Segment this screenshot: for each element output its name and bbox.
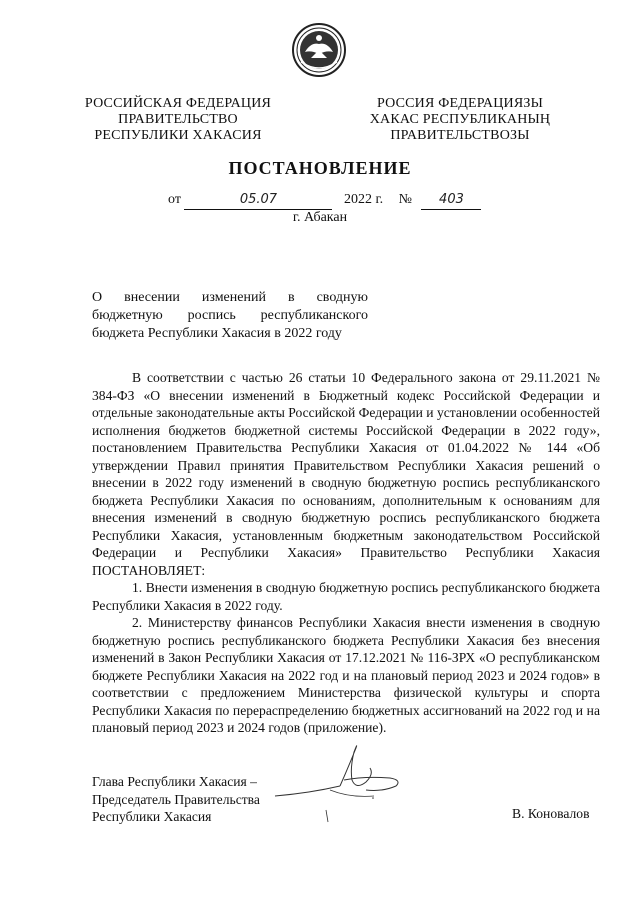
subject-line: бюджетную роспись республиканского	[92, 308, 368, 323]
body-paragraph: В соответствии с частью 26 статьи 10 Федерального закона от 29.11.2021 № 384-ФЗ «О внесении изменений в Бюджетный кодекс Российской Федерации и отдельные законодательные акты Российской Федерации и установлении особенностей исполнения бюджетов бюджетной системы Российской Федерации в 2022 году», постановлением Правительства Республики Хакасия от 01.04.2022 № 144 «Об утверждении Правил принятия Правительством Республики Хакасия решений о внесении в 2022 году изменений в сводную бюджетную роспись республиканского бюджета Республики Хакасия по основаниям, дополнительным к основаниям для внесения изменений в сводную бюджетную роспись республиканского бюджета Республики Хакасия, установленным бюджетным законодательством Российской Федерации и Республики Хакасия» Правительство Республики Хакасия ПОСТАНОВЛЯЕТ:	[92, 370, 600, 578]
number-handwritten: 403	[421, 192, 481, 210]
header-right-line: ПРАВИТЕЛЬСТВОЗЫ	[390, 128, 530, 143]
document-type-title: ПОСТАНОВЛЕНИЕ	[228, 158, 412, 178]
coat-of-arms-icon	[291, 22, 347, 78]
subject-line: О внесении изменений в сводную	[92, 290, 368, 305]
handwritten-signature	[270, 738, 430, 833]
signatory-title-line: Республики Хакасия	[92, 809, 212, 824]
number-sign: №	[398, 192, 412, 207]
signatory-title	[92, 773, 260, 826]
header-left-line: ПРАВИТЕЛЬСТВО	[118, 112, 238, 127]
header-right-line: РОССИЯ ФЕДЕРАЦИЯЗЫ	[376, 96, 544, 111]
subject-block	[92, 289, 368, 343]
body-text	[92, 369, 600, 737]
header-left-line: РОССИЙСКАЯ ФЕДЕРАЦИЯ	[84, 96, 272, 111]
date-handwritten: 05.07	[184, 192, 332, 210]
body-paragraph: 2. Министерству финансов Республики Хакасия внести изменения в сводную бюджетную роспись республиканского бюджета Республики Хакасия без внесения изменений в Закон Республики Хакасия от 17.12.2021 № 116-ЗРХ «О республиканском бюджете Республики Хакасия на 2022 год и на плановый период 2023 и 2024 годов» в соответствии с предложением Министерства физической культуры и спорта Республики Хакасия по перераспределению бюджетных ассигнований на 2022 год и на плановый период 2023 и 2024 годов (приложение).	[92, 615, 600, 735]
body-paragraph: 1. Внести изменения в сводную бюджетную роспись республиканского бюджета Республики Хакасия в 2022 году.	[92, 580, 600, 613]
signatory-name: В. Коновалов	[512, 806, 590, 821]
subject-line: бюджета Республики Хакасия в 2022 году	[92, 326, 342, 341]
signatory-title-line: Председатель Правительства	[92, 791, 260, 807]
header-left-line: РЕСПУБЛИКИ ХАКАСИЯ	[94, 128, 262, 143]
signatory-title-line: Глава Республики Хакасия –	[92, 774, 257, 789]
city-name: г. Абакан	[292, 210, 348, 225]
header-left	[78, 96, 278, 144]
date-number-line	[168, 192, 481, 210]
date-prefix: от	[168, 192, 181, 207]
date-year: 2022 г.	[343, 192, 384, 207]
header-right-line: ХАКАС РЕСПУБЛИКАНЫҢ	[369, 112, 551, 127]
header-right	[360, 96, 560, 144]
